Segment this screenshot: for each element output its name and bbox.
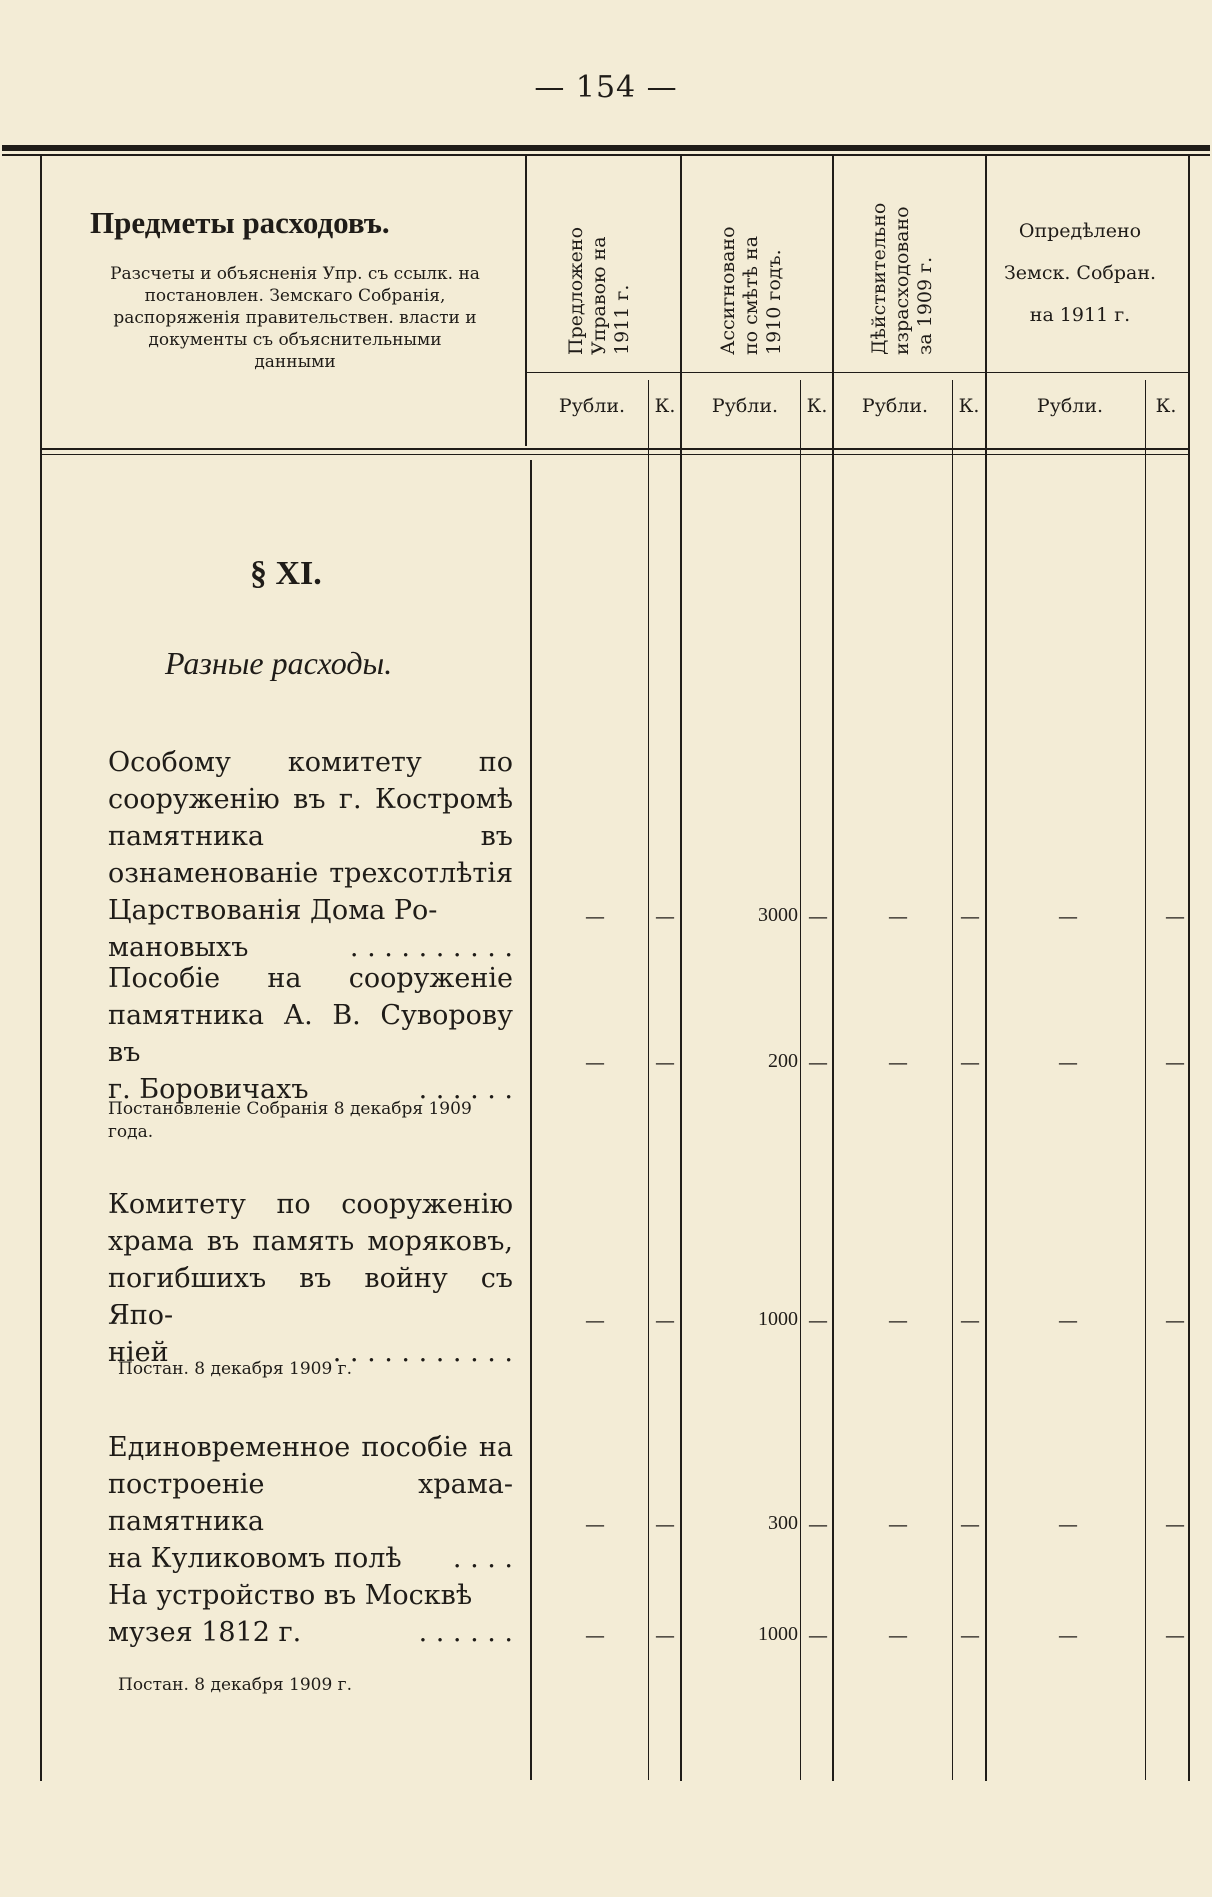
header-col-proposed: Предложено Управою на 1911 г. <box>565 226 633 355</box>
empty-cell-dash: — <box>1058 1050 1078 1074</box>
empty-cell-dash: — <box>585 1050 605 1074</box>
item-text: Пособіе на сооруженіе памятника А. В. Суворову въ <box>108 963 513 1068</box>
item-text: На устройство въ Москвѣ <box>108 1580 473 1611</box>
leader-dots: . . . . . . <box>418 1074 513 1105</box>
empty-cell-dash: — <box>1058 1623 1078 1647</box>
amount-assigned-1910: 3000 <box>758 904 798 926</box>
rubles-label: Рубли. <box>558 395 626 417</box>
kop-label: К. <box>1155 395 1177 417</box>
kop-divider <box>800 380 801 1780</box>
header-subline <box>525 372 1188 373</box>
column-divider <box>530 460 532 1780</box>
empty-cell-dash: — <box>585 1623 605 1647</box>
item-text: Особому комитету по сооруженію въ г. Костромѣ памятника въ ознаменованіе трехсотлѣтія Царствованія Дома Ро- <box>108 747 513 926</box>
item-note: Постан. 8 декабря 1909 г. <box>118 1359 352 1379</box>
column-divider <box>985 156 987 1781</box>
kop-label: К. <box>654 395 676 417</box>
item-text-end: ніей <box>108 1337 169 1368</box>
item-text: Единовременное пособіе на построеніе храма-памятника <box>108 1432 513 1537</box>
header-title: Предметы расходовъ. <box>90 205 390 240</box>
item-note: Постан. 8 декабря 1909 г. <box>118 1675 352 1695</box>
column-divider <box>1188 156 1190 1781</box>
rubles-label: Рубли. <box>711 395 779 417</box>
leader-dots: . . . . <box>452 1543 513 1574</box>
amount-assigned-1910: 300 <box>768 1512 798 1534</box>
empty-cell-dash: — <box>1165 1050 1185 1074</box>
item-text-end: на Куликовомъ полѣ <box>108 1543 402 1574</box>
header-col-spent: Дѣйствительно израсходовано за 1909 г. <box>868 202 936 355</box>
empty-cell-dash: — <box>960 1512 980 1536</box>
section-title: Разные расходы. <box>165 645 393 681</box>
leader-dots: . . . . . . . . . . <box>349 932 513 963</box>
header-col-assigned: Ассигновано по смѣтѣ на 1910 годъ. <box>717 226 785 355</box>
empty-cell-dash: — <box>655 1308 675 1332</box>
kop-divider <box>1145 380 1146 1780</box>
item-text-end: мановыхъ <box>108 932 249 963</box>
empty-cell-dash: — <box>808 904 828 928</box>
empty-cell-dash: — <box>585 904 605 928</box>
empty-cell-dash: — <box>888 904 908 928</box>
amount-assigned-1910: 200 <box>768 1050 798 1072</box>
column-divider <box>680 156 682 1781</box>
item-text-end: г. Боровичахъ <box>108 1074 309 1105</box>
amount-assigned-1910: 1000 <box>758 1308 798 1330</box>
empty-cell-dash: — <box>888 1308 908 1332</box>
empty-cell-dash: — <box>1165 1512 1185 1536</box>
page-number: — 154 — <box>534 70 678 105</box>
header-description: Разсчеты и объясненія Упр. съ ссылк. на постановлен. Земскаго Собранія, распоряженія правительствен. власти и документы съ объяснительными данными <box>110 264 480 372</box>
empty-cell-dash: — <box>1165 904 1185 928</box>
empty-cell-dash: — <box>655 1512 675 1536</box>
empty-cell-dash: — <box>1058 1308 1078 1332</box>
empty-cell-dash: — <box>585 1308 605 1332</box>
column-divider <box>832 156 834 1781</box>
empty-cell-dash: — <box>655 1050 675 1074</box>
empty-cell-dash: — <box>960 1050 980 1074</box>
empty-cell-dash: — <box>960 1308 980 1332</box>
kop-divider <box>648 380 649 1780</box>
kop-label: К. <box>958 395 980 417</box>
section-number: § XI. <box>250 555 322 592</box>
empty-cell-dash: — <box>585 1512 605 1536</box>
leader-dots: . . . . . . <box>418 1617 513 1648</box>
column-divider <box>40 156 42 1781</box>
empty-cell-dash: — <box>888 1512 908 1536</box>
item-text: Комитету по сооруженію храма въ память моряковъ, погибшихъ въ войну съ Япо- <box>108 1189 513 1331</box>
header-bottom-rule <box>42 448 1188 450</box>
empty-cell-dash: — <box>1165 1623 1185 1647</box>
empty-cell-dash: — <box>808 1623 828 1647</box>
top-rule <box>2 145 1210 151</box>
amount-assigned-1910: 1000 <box>758 1623 798 1645</box>
leader-dots: . . . . . . . . . . . <box>332 1337 513 1368</box>
column-divider <box>525 156 527 446</box>
header-bottom-rule-thin <box>42 454 1188 455</box>
item-note: Постановленіе Собранія 8 декабря 1909 года. <box>108 1099 472 1142</box>
kop-divider <box>952 380 953 1780</box>
empty-cell-dash: — <box>1058 904 1078 928</box>
rubles-label: Рубли. <box>861 395 929 417</box>
empty-cell-dash: — <box>808 1050 828 1074</box>
empty-cell-dash: — <box>1165 1308 1185 1332</box>
top-rule-thin <box>2 154 1210 156</box>
expense-item <box>108 1429 513 1577</box>
expense-item <box>108 1577 513 1651</box>
expense-item <box>108 744 513 966</box>
expense-item <box>108 960 513 1108</box>
empty-cell-dash: — <box>960 1623 980 1647</box>
rubles-label: Рубли. <box>1036 395 1104 417</box>
empty-cell-dash: — <box>1058 1512 1078 1536</box>
kop-label: К. <box>806 395 828 417</box>
empty-cell-dash: — <box>960 904 980 928</box>
empty-cell-dash: — <box>808 1512 828 1536</box>
expense-item <box>108 1186 513 1371</box>
empty-cell-dash: — <box>888 1050 908 1074</box>
header-col-determined: Опредѣлено Земск. Собран. на 1911 г. <box>1003 220 1157 326</box>
item-text-end: музея 1812 г. <box>108 1617 302 1648</box>
empty-cell-dash: — <box>655 1623 675 1647</box>
empty-cell-dash: — <box>808 1308 828 1332</box>
empty-cell-dash: — <box>888 1623 908 1647</box>
empty-cell-dash: — <box>655 904 675 928</box>
